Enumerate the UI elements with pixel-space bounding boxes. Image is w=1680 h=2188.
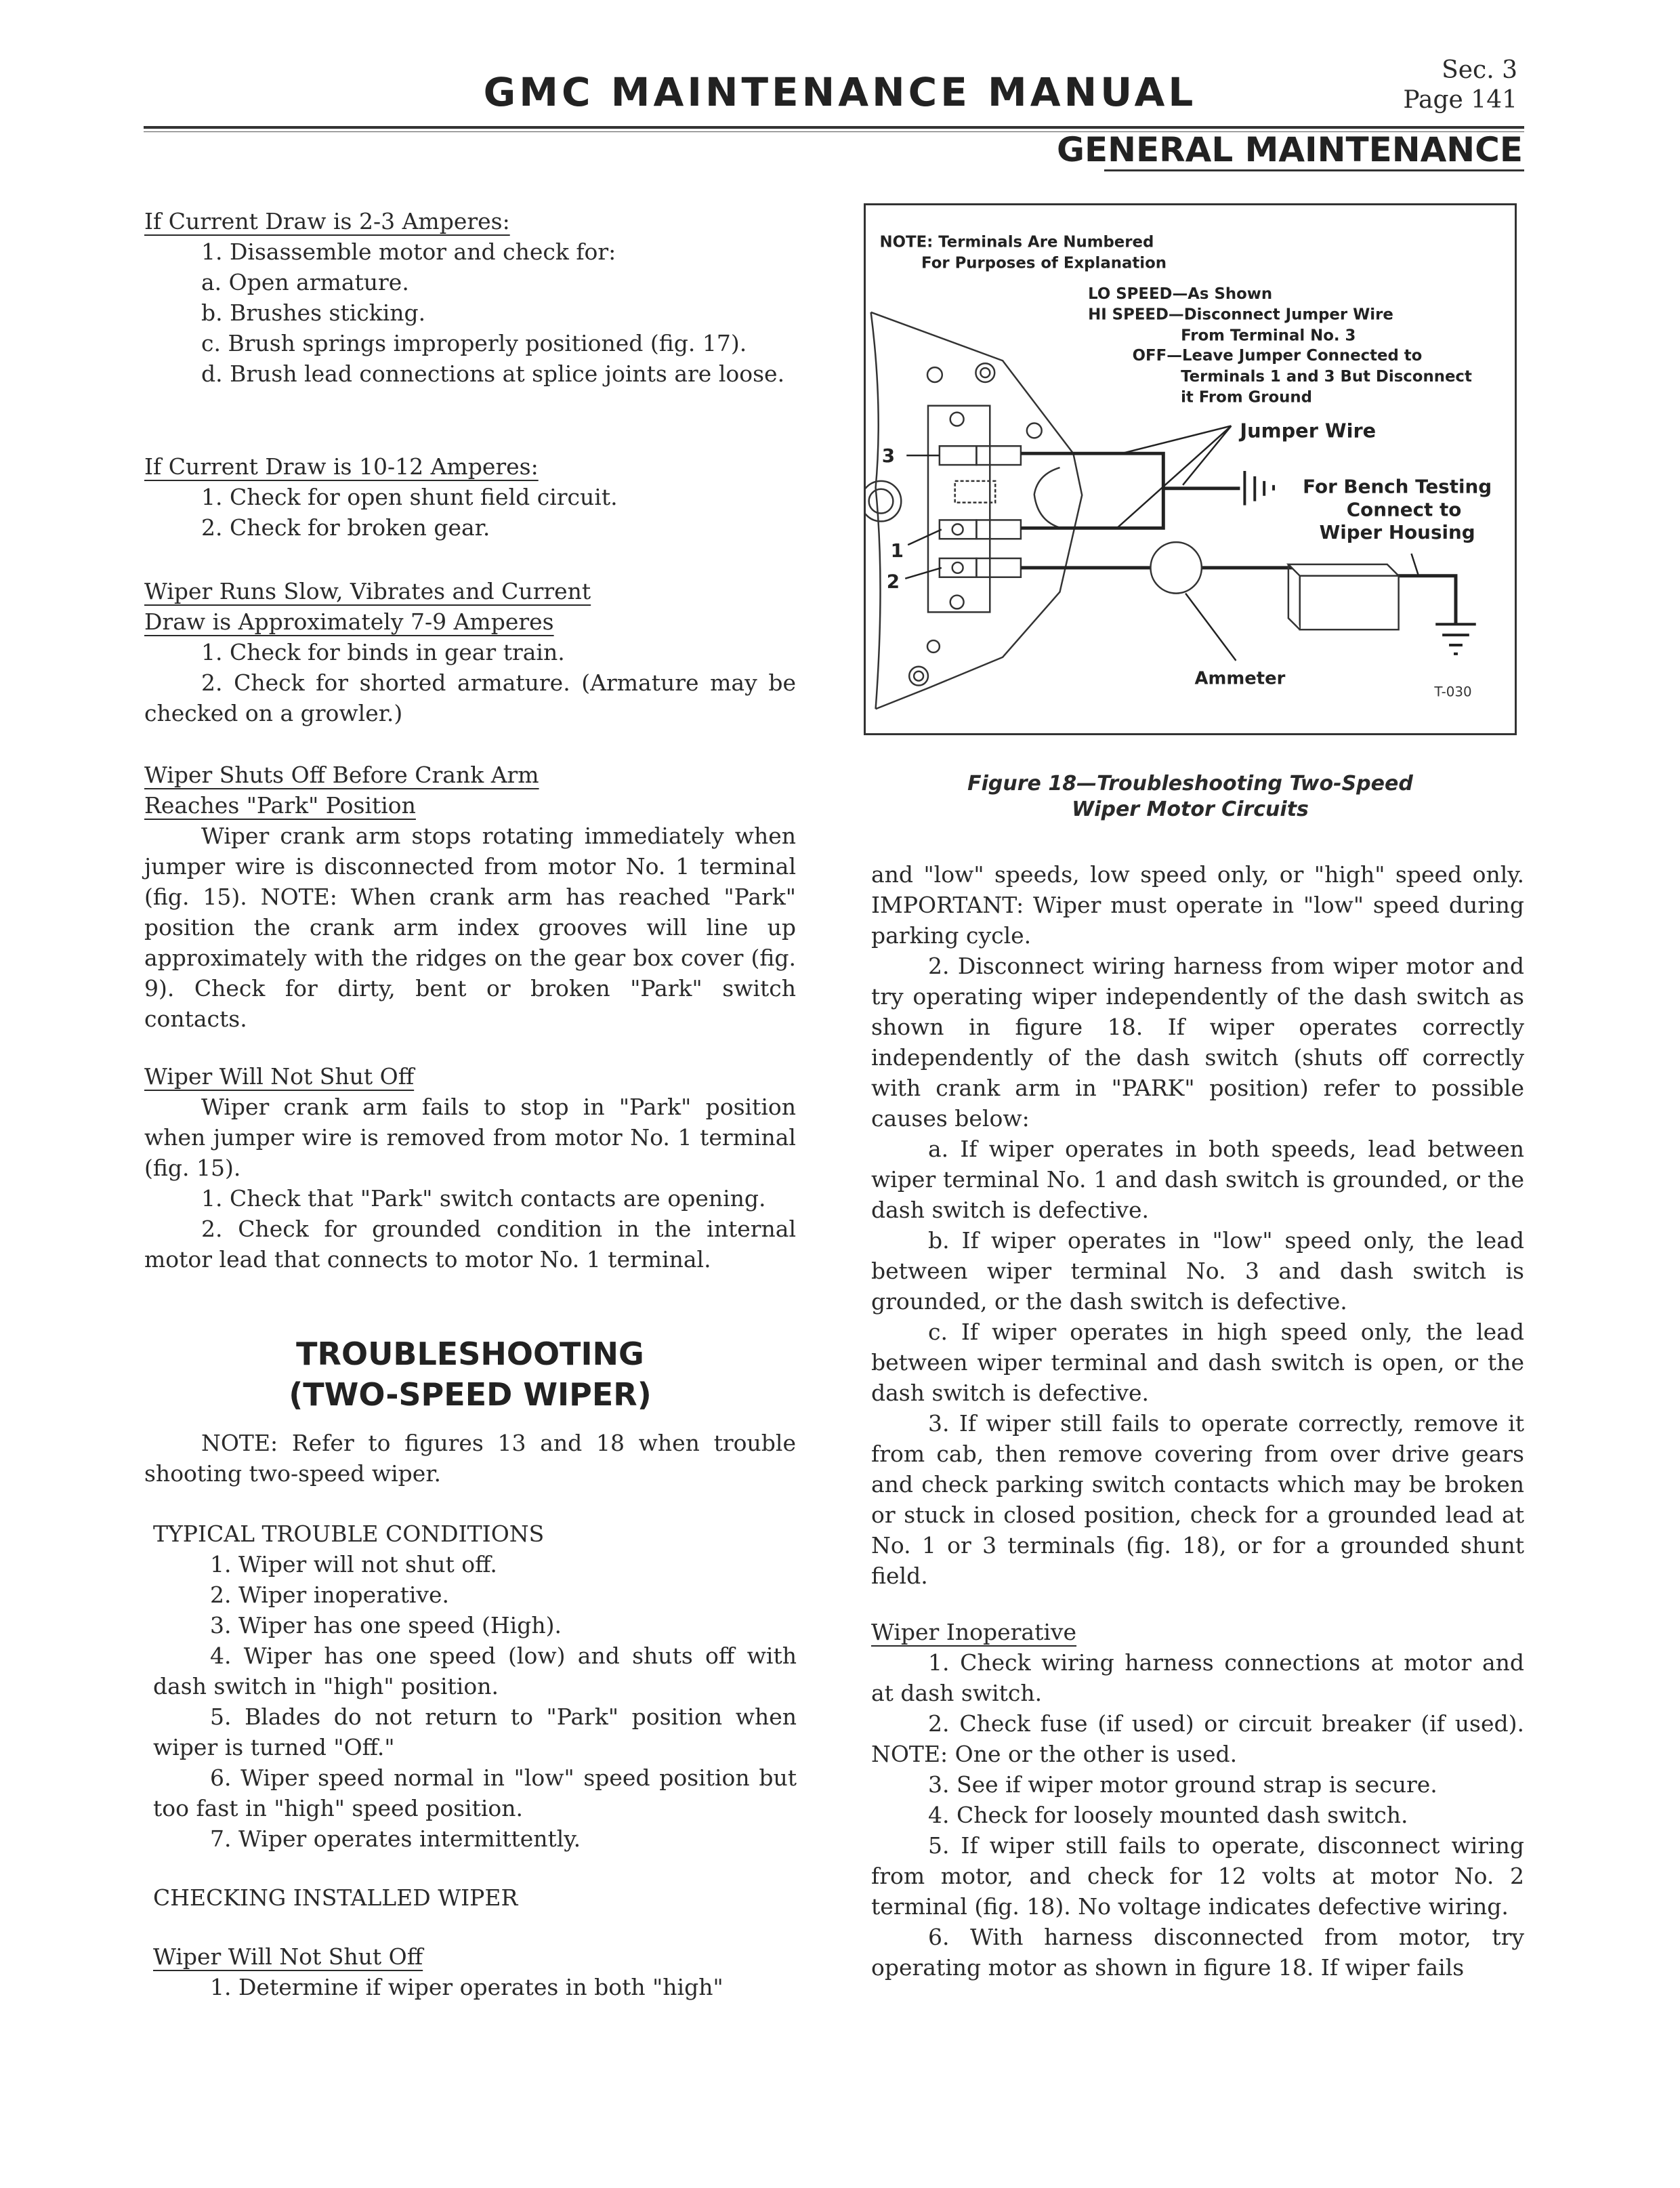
fig-note: NOTE: Terminals Are Numbered	[879, 233, 1154, 251]
terminal-label-3: 3	[881, 445, 896, 468]
list-item: b. If wiper operates in "low" speed only, the lead between wiper terminal No. 3 and dash switch is grounded, or the dash switch is defective.	[871, 1227, 1524, 1315]
list-item: 5. Blades do not return to "Park" position when wiper is turned "Off."	[153, 1704, 797, 1760]
list-item: c. If wiper operates in high speed only, the lead between wiper terminal and dash switch is open, or the dash switch is defective.	[871, 1319, 1524, 1406]
terminal-2	[940, 558, 977, 577]
label-bench: For Bench Testing	[1303, 475, 1492, 498]
list-item: 4. Check for loosely mounted dash switch.	[928, 1802, 1408, 1828]
list-item: 5. If wiper still fails to operate, disconnect wiring from motor, and check for 12 volts at motor No. 2 terminal (fig. 18). No voltage indicates defective wiring.	[871, 1832, 1524, 1920]
paragraph: Wiper crank arm fails to stop in "Park" position when jumper wire is removed from motor No. 1 terminal (fig. 15).	[144, 1094, 796, 1181]
list-item: 2. Check fuse (if used) or circuit breaker (if used). NOTE: One or the other is used.	[871, 1710, 1524, 1767]
list-item: 1. Check wiring harness connections at motor and at dash switch.	[871, 1649, 1524, 1706]
mount-stud	[975, 363, 994, 382]
list-item: c. Brush springs improperly positioned (fig. 17).	[201, 330, 747, 356]
section-rule	[1104, 169, 1524, 171]
wiring-diagram	[866, 205, 1515, 733]
subheading: Reaches "Park" Position	[144, 792, 416, 819]
manual-title: GMC MAINTENANCE MANUAL	[483, 69, 1197, 115]
label-jumper-wire: Jumper Wire	[1240, 419, 1377, 442]
subheading: Wiper Inoperative	[871, 1619, 1077, 1645]
list-item: 1. Determine if wiper operates in both "high"	[210, 1974, 723, 2000]
terminal-label-1: 1	[890, 539, 904, 562]
figure-code: T-030	[1434, 684, 1472, 700]
fig-hi-speed: HI SPEED—Disconnect Jumper Wire	[1088, 306, 1393, 324]
subheading: Wiper Will Not Shut Off	[144, 1063, 415, 1090]
list-item: 4. Wiper has one speed (low) and shuts off with dash switch in "high" position.	[153, 1643, 797, 1699]
terminal-plate	[928, 406, 990, 613]
list-item: b. Brushes sticking.	[201, 300, 426, 326]
fig-lo-speed: LO SPEED—As Shown	[1088, 285, 1273, 303]
list-item: d. Brush lead connections at splice joints are loose.	[201, 360, 785, 387]
fig-off: it From Ground	[1181, 388, 1312, 407]
list-item: 6. Wiper speed normal in "low" speed position but too fast in "high" speed position.	[153, 1764, 797, 1821]
subheading: Wiper Shuts Off Before Crank Arm	[144, 762, 539, 788]
subheading: TYPICAL TROUBLE CONDITIONS	[153, 1521, 545, 1547]
mount-stud	[909, 667, 928, 686]
ammeter	[1150, 542, 1201, 593]
label-ammeter: Ammeter	[1194, 668, 1286, 689]
list-item: 2. Check for broken gear.	[201, 514, 490, 541]
caption-line: Wiper Motor Circuits	[1072, 798, 1309, 821]
list-item: 1. Disassemble motor and check for:	[201, 239, 616, 265]
fig-hi-speed: From Terminal No. 3	[1181, 327, 1356, 345]
battery-symbol	[1244, 471, 1274, 505]
ground-symbol	[1435, 624, 1476, 654]
list-item: 1. Check that "Park" switch contacts are opening.	[201, 1185, 766, 1212]
note-paragraph	[144, 1428, 796, 1489]
list-item: 2. Wiper inoperative.	[210, 1582, 450, 1608]
checking-heading	[153, 1882, 805, 1913]
bearing	[866, 481, 901, 522]
block-current-2-3	[144, 206, 796, 389]
title-line: TROUBLESHOOTING	[296, 1336, 644, 1372]
list-item: 3. See if wiper motor ground strap is secure.	[928, 1771, 1437, 1798]
block-wiper-inoperative	[871, 1617, 1524, 1983]
title-line: (TWO-SPEED WIPER)	[289, 1376, 652, 1413]
block-shuts-off-early	[144, 760, 796, 1034]
section-number: Sec. 3	[1442, 56, 1517, 84]
troubleshooting-title	[144, 1334, 796, 1415]
fig-off: Terminals 1 and 3 But Disconnect	[1181, 367, 1472, 386]
figure-caption	[864, 771, 1517, 823]
section-title: GENERAL MAINTENANCE	[1056, 130, 1523, 169]
figure-18-diagram	[864, 203, 1517, 735]
list-item: a. If wiper operates in both speeds, lead between wiper terminal No. 1 and dash switch is grounded, or the dash switch is defective.	[871, 1136, 1524, 1223]
block-will-not-shut-off	[144, 1061, 796, 1275]
list-item: 1. Check for binds in gear train.	[201, 639, 565, 665]
label-bench: Wiper Housing	[1319, 521, 1475, 544]
paragraph: and "low" speeds, low speed only, or "high" speed only. IMPORTANT: Wiper must operate in "low" speed during parking cycle.	[871, 861, 1524, 949]
header-rule	[144, 126, 1524, 129]
list-item: 2. Disconnect wiring harness from wiper motor and try operating wiper independently of the dash switch as shown in figure 18. If wiper operates correctly independently of the dash switch (shuts off correctly with crank arm in "PARK" position) refer to possible causes below:	[871, 953, 1524, 1132]
terminal-1	[940, 520, 977, 539]
label-bench: Connect to	[1346, 498, 1462, 521]
block-current-10-12	[144, 451, 796, 543]
subheading: CHECKING INSTALLED WIPER	[153, 1884, 518, 1911]
paragraph: NOTE: Refer to figures 13 and 18 when trouble shooting two-speed wiper.	[144, 1430, 796, 1487]
paragraph: Wiper crank arm stops rotating immediately when jumper wire is disconnected from motor No. 1 terminal (fig. 15). NOTE: When crank arm has reached "Park" position the crank arm index grooves will line up approximately with the ridges on the gear box cover (fig. 9). Check for dirty, bent or broken "Park" switch contacts.	[144, 823, 796, 1032]
terminal-label-2: 2	[886, 570, 900, 593]
battery-box	[1288, 564, 1399, 629]
list-item: a. Open armature.	[201, 269, 409, 295]
block-will-not-shut-off-2	[153, 1941, 797, 2002]
fig-off: OFF—Leave Jumper Connected to	[1132, 347, 1423, 365]
list-item: 3. Wiper has one speed (High).	[210, 1612, 562, 1638]
block-runs-slow	[144, 576, 796, 728]
list-item: 1. Check for open shunt field circuit.	[201, 484, 618, 510]
list-item: 7. Wiper operates intermittently.	[210, 1825, 581, 1852]
caption-line: Figure 18—Troubleshooting Two-Speed	[967, 772, 1413, 796]
list-item: 1. Wiper will not shut off.	[210, 1551, 497, 1577]
subheading: Wiper Runs Slow, Vibrates and Current	[144, 578, 591, 604]
list-item: 2. Check for grounded condition in the internal motor lead that connects to motor No. 1 terminal.	[144, 1216, 796, 1273]
trouble-conditions	[153, 1519, 797, 1854]
subheading: If Current Draw is 2-3 Amperes:	[144, 208, 510, 234]
list-item: 2. Check for shorted armature. (Armature may be checked on a growler.)	[144, 669, 796, 726]
right-column-text	[871, 859, 1524, 1591]
fig-note: For Purposes of Explanation	[921, 254, 1167, 272]
list-item: 3. If wiper still fails to operate correctly, remove it from cab, then remove covering from over drive gears and check parking switch contacts which may be broken or stuck in closed position, check for a grounded lead at No. 1 or 3 terminals (fig. 18), or for a grounded shunt field.	[871, 1410, 1524, 1589]
subheading: Wiper Will Not Shut Off	[153, 1943, 423, 1970]
page-number: Page 141	[1403, 86, 1517, 114]
subheading: Draw is Approximately 7-9 Amperes	[144, 608, 554, 635]
page-ref	[1403, 56, 1517, 115]
terminal-3	[940, 446, 977, 465]
list-item: 6. With harness disconnected from motor, try operating motor as shown in figure 18. If wiper fails	[871, 1924, 1524, 1981]
mount-hole	[927, 367, 942, 382]
subheading: If Current Draw is 10-12 Amperes:	[144, 453, 539, 480]
